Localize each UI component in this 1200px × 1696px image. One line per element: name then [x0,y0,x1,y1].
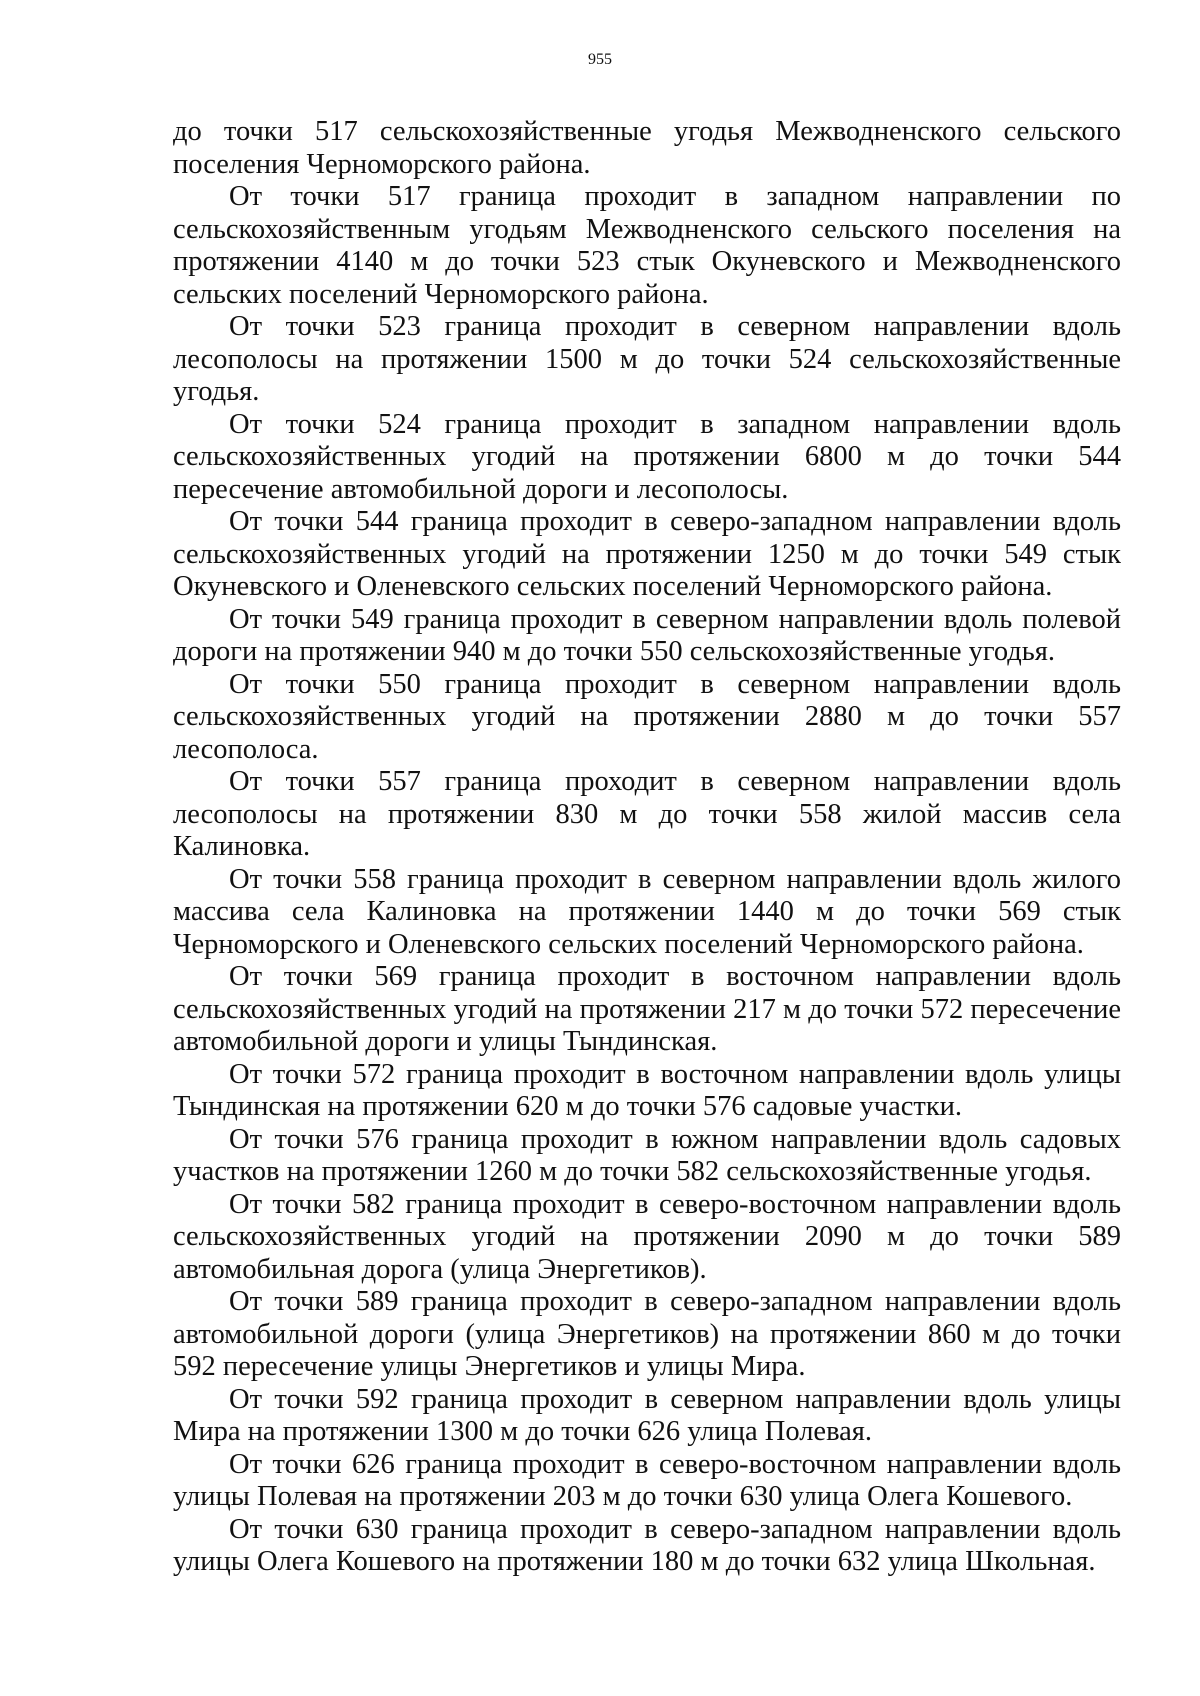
document-body [173,116,1121,1579]
paragraph: до точки 517 сельскохозяйственные угодья Межводненского сельского поселения Черноморского района. [173,116,1121,180]
paragraph: От точки 592 граница проходит в северном направлении вдоль улицы Мира на протяжении 1300 м до точки 626 улица Полевая. [173,1383,1121,1447]
paragraph: От точки 589 граница проходит в северо-западном направлении вдоль автомобильной дороги (улица Энергетиков) на протяжении 860 м до точки 592 пересечение улицы Энергетиков и улицы Мира. [173,1286,1121,1382]
paragraph: От точки 524 граница проходит в западном направлении вдоль сельскохозяйственных угодий на протяжении 6800 м до точки 544 пересечение автомобильной дороги и лесополосы. [173,408,1121,505]
paragraph: От точки 550 граница проходит в северном направлении вдоль сельскохозяйственных угодий на протяжении 2880 м до точки 557 лесополоса. [173,668,1121,765]
paragraph: От точки 630 граница проходит в северо-западном направлении вдоль улицы Олега Кошевого на протяжении 180 м до точки 632 улица Школьная. [173,1513,1121,1577]
paragraph: От точки 517 граница проходит в западном направлении по сельскохозяйственным угодьям Межводненского сельского поселения на протяжении 4140 м до точки 523 стык Окуневского и Межводненского сельских поселений Черноморского района. [173,181,1121,310]
paragraph: От точки 572 граница проходит в восточном направлении вдоль улицы Тындинская на протяжении 620 м до точки 576 садовые участки. [173,1058,1121,1122]
paragraph: От точки 549 граница проходит в северном направлении вдоль полевой дороги на протяжении 940 м до точки 550 сельскохозяйственные угодья. [173,603,1121,667]
paragraph: От точки 523 граница проходит в северном направлении вдоль лесополосы на протяжении 1500 м до точки 524 сельскохозяйственные угодья. [173,311,1121,407]
page-number: 955 [588,51,612,68]
paragraph: От точки 544 граница проходит в северо-западном направлении вдоль сельскохозяйственных угодий на протяжении 1250 м до точки 549 стык Окуневского и Оленевского сельских поселений Черноморского района. [173,506,1121,602]
paragraph: От точки 557 граница проходит в северном направлении вдоль лесополосы на протяжении 830 м до точки 558 жилой массив села Калиновка. [173,766,1121,862]
paragraph: От точки 576 граница проходит в южном направлении вдоль садовых участков на протяжении 1260 м до точки 582 сельскохозяйственные угодья. [173,1123,1121,1187]
paragraph: От точки 626 граница проходит в северо-восточном направлении вдоль улицы Полевая на протяжении 203 м до точки 630 улица Олега Кошевого. [173,1448,1121,1512]
paragraph: От точки 582 граница проходит в северо-восточном направлении вдоль сельскохозяйственных угодий на протяжении 2090 м до точки 589 автомобильная дорога (улица Энергетиков). [173,1188,1121,1285]
paragraph: От точки 558 граница проходит в северном направлении вдоль жилого массива села Калиновка на протяжении 1440 м до точки 569 стык Черноморского и Оленевского сельских поселений Черноморского района. [173,863,1121,960]
paragraph: От точки 569 граница проходит в восточном направлении вдоль сельскохозяйственных угодий на протяжении 217 м до точки 572 пересечение автомобильной дороги и улицы Тындинская. [173,961,1121,1057]
